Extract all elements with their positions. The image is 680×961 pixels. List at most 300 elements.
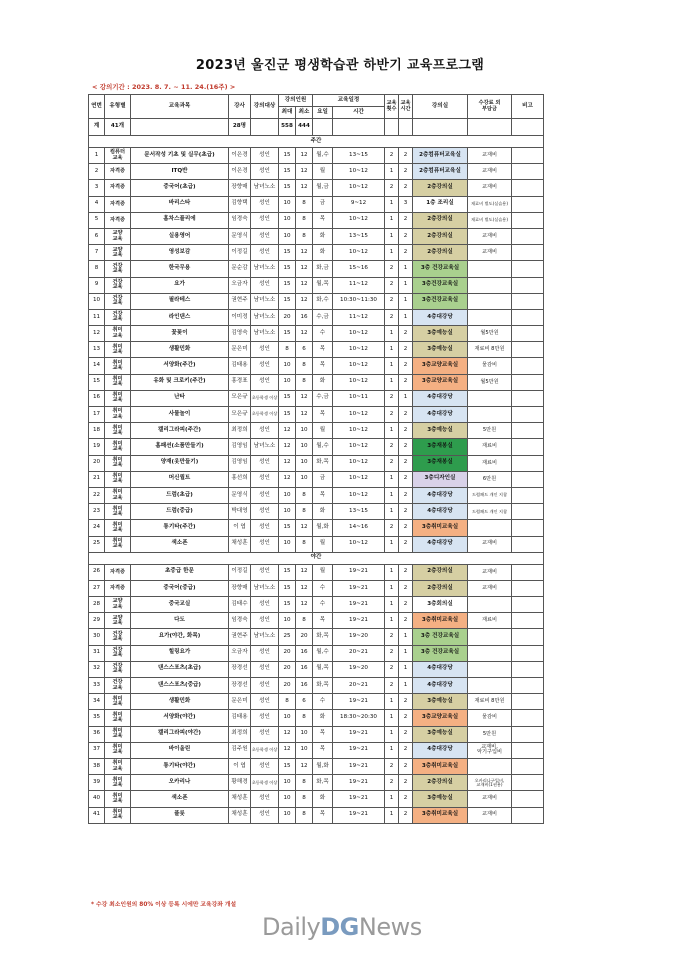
row-room: 3층건강교육실 <box>413 293 468 309</box>
row-day: 화 <box>313 710 333 726</box>
row-time: 19~21 <box>333 580 385 596</box>
row-count: 1 <box>385 580 399 596</box>
row-min: 8 <box>296 196 313 212</box>
table-row <box>89 439 544 455</box>
row-time: 11~12 <box>333 277 385 293</box>
row-hours: 2 <box>399 180 413 196</box>
row-teacher: 최정희 <box>229 423 251 439</box>
row-target: 초등학생 이상 <box>251 775 279 791</box>
row-no: 30 <box>89 629 105 645</box>
row-fee: 6만원 <box>468 471 512 487</box>
row-note <box>512 212 544 228</box>
header-schedule: 교육일정 <box>313 95 385 107</box>
row-hours: 2 <box>399 148 413 164</box>
row-count: 2 <box>385 775 399 791</box>
row-no: 24 <box>89 520 105 536</box>
row-min: 6 <box>296 694 313 710</box>
row-no: 18 <box>89 423 105 439</box>
row-count: 1 <box>385 245 399 261</box>
row-note <box>512 504 544 520</box>
row-fee <box>468 597 512 613</box>
row-course: 다도 <box>131 613 229 629</box>
row-no: 25 <box>89 536 105 552</box>
row-type: 자격증 <box>105 180 131 196</box>
row-type: 취미 교육 <box>105 536 131 552</box>
row-max: 15 <box>279 293 296 309</box>
row-fee: 드럼패드 개인 지참 <box>468 504 512 520</box>
row-min: 12 <box>296 580 313 596</box>
row-target: 남녀노소 <box>251 309 279 325</box>
row-day: 목 <box>313 807 333 823</box>
table-row <box>89 164 544 180</box>
row-max: 8 <box>279 694 296 710</box>
row-target: 성인 <box>251 342 279 358</box>
row-min: 12 <box>296 520 313 536</box>
row-note <box>512 613 544 629</box>
row-fee <box>468 661 512 677</box>
row-time: 13~15 <box>333 148 385 164</box>
row-max: 8 <box>279 342 296 358</box>
row-target: 성인 <box>251 374 279 390</box>
row-max: 15 <box>279 245 296 261</box>
row-fee: 교재비 <box>468 228 512 244</box>
row-day: 수,금 <box>313 309 333 325</box>
row-min: 8 <box>296 791 313 807</box>
row-count: 1 <box>385 597 399 613</box>
table-row <box>89 629 544 645</box>
row-room: 3층취미교육실 <box>413 807 468 823</box>
row-hours: 2 <box>399 807 413 823</box>
row-fee: 오카리나구입비, 교재비(1권용) <box>468 775 512 791</box>
row-course: 댄스스포츠(초급) <box>131 661 229 677</box>
header-capacity: 강의인원 <box>279 95 313 107</box>
header-target: 강의대상 <box>251 95 279 119</box>
table-row <box>89 471 544 487</box>
row-note <box>512 645 544 661</box>
table-row <box>89 580 544 596</box>
row-note <box>512 439 544 455</box>
row-target: 성인 <box>251 726 279 742</box>
row-target: 남녀노소 <box>251 293 279 309</box>
row-room: 3층재봉실 <box>413 455 468 471</box>
row-note <box>512 423 544 439</box>
row-min: 8 <box>296 358 313 374</box>
row-course: 드럼(중급) <box>131 504 229 520</box>
row-course: 홈차스플리에 <box>131 212 229 228</box>
row-max: 10 <box>279 196 296 212</box>
row-day: 월,수 <box>313 148 333 164</box>
row-no: 6 <box>89 228 105 244</box>
row-max: 10 <box>279 487 296 503</box>
row-room: 3층예능실 <box>413 726 468 742</box>
row-type: 컴퓨터 교육 <box>105 148 131 164</box>
row-course: 색소폰 <box>131 791 229 807</box>
row-course: 난타 <box>131 390 229 406</box>
page-title: 2023년 울진군 평생학습관 하반기 교육프로그램 <box>195 58 485 73</box>
row-target: 초등학생 이상 <box>251 407 279 423</box>
row-time: 15~16 <box>333 261 385 277</box>
row-room: 4층대강당 <box>413 742 468 758</box>
row-room: 4층대강당 <box>413 309 468 325</box>
row-note <box>512 455 544 471</box>
row-type: 교양 교육 <box>105 597 131 613</box>
row-target: 성인 <box>251 613 279 629</box>
row-target: 성인 <box>251 471 279 487</box>
row-room: 4층대강당 <box>413 487 468 503</box>
table-row <box>89 407 544 423</box>
row-max: 15 <box>279 580 296 596</box>
row-target: 성인 <box>251 212 279 228</box>
row-fee <box>468 390 512 406</box>
row-teacher: 오금자 <box>229 645 251 661</box>
row-target: 성인 <box>251 228 279 244</box>
table-row <box>89 309 544 325</box>
row-min: 10 <box>296 471 313 487</box>
row-type: 취미 교육 <box>105 694 131 710</box>
row-hours: 2 <box>399 407 413 423</box>
row-teacher: 장향매 <box>229 180 251 196</box>
table-row <box>89 455 544 471</box>
table-row <box>89 212 544 228</box>
row-room: 4층대강당 <box>413 390 468 406</box>
row-teacher: 박대영 <box>229 504 251 520</box>
row-hours: 2 <box>399 423 413 439</box>
row-count: 2 <box>385 678 399 694</box>
row-course: 중국어(초급) <box>131 180 229 196</box>
row-no: 12 <box>89 326 105 342</box>
row-max: 10 <box>279 807 296 823</box>
row-type: 취미 교육 <box>105 390 131 406</box>
row-count: 1 <box>385 694 399 710</box>
row-course: 생활민화 <box>131 342 229 358</box>
row-max: 12 <box>279 726 296 742</box>
row-room: 4층대강당 <box>413 661 468 677</box>
row-type: 취미 교육 <box>105 423 131 439</box>
row-target: 성인 <box>251 196 279 212</box>
row-hours: 2 <box>399 580 413 596</box>
row-course: 오카리나 <box>131 775 229 791</box>
row-time: 20~21 <box>333 678 385 694</box>
row-time: 13~15 <box>333 504 385 520</box>
row-course: ITQ반 <box>131 164 229 180</box>
row-target: 성인 <box>251 564 279 580</box>
row-type: 취미 교육 <box>105 374 131 390</box>
row-min: 12 <box>296 148 313 164</box>
row-day: 수,금 <box>313 390 333 406</box>
row-count: 1 <box>385 807 399 823</box>
row-hours: 2 <box>399 164 413 180</box>
row-time: 19~21 <box>333 775 385 791</box>
row-day: 화,목 <box>313 678 333 694</box>
row-teacher: 김영숙 <box>229 326 251 342</box>
row-room: 3층예능실 <box>413 342 468 358</box>
row-day: 목 <box>313 613 333 629</box>
row-max: 12 <box>279 471 296 487</box>
row-count: 1 <box>385 212 399 228</box>
row-room: 3층예능실 <box>413 423 468 439</box>
row-no: 38 <box>89 758 105 774</box>
row-count: 2 <box>385 520 399 536</box>
row-min: 12 <box>296 261 313 277</box>
row-max: 15 <box>279 564 296 580</box>
summary-max: 558 <box>279 119 296 136</box>
row-target: 남녀노소 <box>251 326 279 342</box>
row-day: 화,목 <box>313 629 333 645</box>
row-teacher: 임경숙 <box>229 212 251 228</box>
row-hours: 2 <box>399 726 413 742</box>
row-min: 12 <box>296 245 313 261</box>
row-room: 3층 건강교육실 <box>413 261 468 277</box>
row-fee: 재료비 <box>468 613 512 629</box>
row-type: 취미 교육 <box>105 342 131 358</box>
row-type: 취미 교육 <box>105 487 131 503</box>
row-count: 1 <box>385 487 399 503</box>
row-target: 성인 <box>251 358 279 374</box>
row-target: 남녀노소 <box>251 439 279 455</box>
row-no: 1 <box>89 148 105 164</box>
row-hours: 2 <box>399 694 413 710</box>
row-room: 3층디자인실 <box>413 471 468 487</box>
row-teacher: 권현주 <box>229 629 251 645</box>
row-room: 2층강의실 <box>413 228 468 244</box>
header-cap-min: 최소 <box>296 107 313 119</box>
row-course: 양재(옷만들기) <box>131 455 229 471</box>
row-day: 화,수 <box>313 293 333 309</box>
row-target: 성인 <box>251 423 279 439</box>
row-target: 성인 <box>251 597 279 613</box>
row-hours: 2 <box>399 597 413 613</box>
row-day: 목 <box>313 742 333 758</box>
table-row <box>89 742 544 758</box>
row-min: 8 <box>296 536 313 552</box>
row-fee: 교재비 <box>468 580 512 596</box>
row-min: 12 <box>296 564 313 580</box>
row-fee: 교재비 <box>468 564 512 580</box>
row-type: 취미 교육 <box>105 326 131 342</box>
row-hours: 2 <box>399 487 413 503</box>
row-time: 10~12 <box>333 471 385 487</box>
section-night-row <box>89 552 544 564</box>
row-no: 13 <box>89 342 105 358</box>
course-period: < 강의기간 : 2023. 8. 7. ~ 11. 24.(16주) > <box>92 83 236 91</box>
row-course: 영성보감 <box>131 245 229 261</box>
row-course: 캘리그라피(주간) <box>131 423 229 439</box>
table-row <box>89 180 544 196</box>
row-target: 성인 <box>251 645 279 661</box>
row-note <box>512 694 544 710</box>
table-row <box>89 277 544 293</box>
row-fee <box>468 629 512 645</box>
row-note <box>512 407 544 423</box>
row-max: 15 <box>279 261 296 277</box>
row-target: 남녀노소 <box>251 180 279 196</box>
row-time: 13~15 <box>333 228 385 244</box>
row-time: 19~20 <box>333 629 385 645</box>
row-room: 3층 건강교육실 <box>413 645 468 661</box>
row-time: 19~21 <box>333 742 385 758</box>
row-day: 월 <box>313 536 333 552</box>
row-room: 2층컴퓨터교육실 <box>413 148 468 164</box>
row-teacher: 이정길 <box>229 564 251 580</box>
row-time: 10~12 <box>333 326 385 342</box>
row-type: 취미 교육 <box>105 775 131 791</box>
table-row <box>89 342 544 358</box>
row-time: 10~12 <box>333 180 385 196</box>
row-target: 성인 <box>251 807 279 823</box>
row-min: 16 <box>296 661 313 677</box>
row-teacher: 권현주 <box>229 293 251 309</box>
row-note <box>512 678 544 694</box>
row-time: 10~12 <box>333 374 385 390</box>
row-room: 4층대강당 <box>413 407 468 423</box>
row-target: 성인 <box>251 455 279 471</box>
row-hours: 2 <box>399 245 413 261</box>
row-day: 화 <box>313 228 333 244</box>
row-note <box>512 196 544 212</box>
table-row <box>89 597 544 613</box>
row-course: 사물놀이 <box>131 407 229 423</box>
header-room: 강의실 <box>413 95 468 119</box>
row-hours: 1 <box>399 309 413 325</box>
row-count: 1 <box>385 423 399 439</box>
row-time: 19~21 <box>333 726 385 742</box>
row-type: 자격증 <box>105 564 131 580</box>
table-row <box>89 423 544 439</box>
table-row <box>89 293 544 309</box>
row-teacher: 임경숙 <box>229 613 251 629</box>
row-room: 2층강의실 <box>413 564 468 580</box>
row-time: 19~21 <box>333 597 385 613</box>
row-target: 남녀노소 <box>251 580 279 596</box>
row-fee <box>468 293 512 309</box>
row-type: 취미 교육 <box>105 520 131 536</box>
row-min: 10 <box>296 455 313 471</box>
row-target: 성인 <box>251 520 279 536</box>
row-target: 성인 <box>251 791 279 807</box>
row-target: 성인 <box>251 694 279 710</box>
table-row <box>89 245 544 261</box>
row-type: 건강 교육 <box>105 661 131 677</box>
row-teacher: 문영식 <box>229 228 251 244</box>
row-hours: 1 <box>399 678 413 694</box>
row-teacher: 김태용 <box>229 358 251 374</box>
row-course: 중국어(중급) <box>131 580 229 596</box>
table-row <box>89 758 544 774</box>
row-type: 취미 교육 <box>105 471 131 487</box>
row-fee <box>468 678 512 694</box>
row-day: 월,금 <box>313 180 333 196</box>
row-target: 성인 <box>251 148 279 164</box>
row-hours: 2 <box>399 342 413 358</box>
row-hours: 2 <box>399 742 413 758</box>
row-hours: 3 <box>399 196 413 212</box>
row-min: 8 <box>296 775 313 791</box>
row-fee <box>468 758 512 774</box>
table-row <box>89 326 544 342</box>
row-teacher: 김영임 <box>229 439 251 455</box>
footnote: * 수강 최소인원의 80% 이상 등록 시에만 교육강좌 개설 <box>91 902 237 908</box>
row-type: 취미 교육 <box>105 504 131 520</box>
row-max: 20 <box>279 661 296 677</box>
row-note <box>512 374 544 390</box>
row-day: 월 <box>313 164 333 180</box>
header-time: 시간 <box>333 107 385 119</box>
row-teacher: 모은규 <box>229 390 251 406</box>
row-room: 4층대강당 <box>413 678 468 694</box>
row-fee <box>468 261 512 277</box>
row-course: 캘리그라피(야간) <box>131 726 229 742</box>
row-note <box>512 228 544 244</box>
row-teacher: 장경선 <box>229 678 251 694</box>
row-max: 25 <box>279 629 296 645</box>
row-no: 22 <box>89 487 105 503</box>
row-no: 32 <box>89 661 105 677</box>
row-time: 10~12 <box>333 536 385 552</box>
row-target: 성인 <box>251 164 279 180</box>
table-row <box>89 504 544 520</box>
row-count: 1 <box>385 471 399 487</box>
row-course: 라인댄스 <box>131 309 229 325</box>
row-fee: 물감비 <box>468 358 512 374</box>
summary-row <box>89 119 544 136</box>
table-row <box>89 564 544 580</box>
row-day: 수 <box>313 597 333 613</box>
program-table <box>88 94 544 824</box>
row-no: 14 <box>89 358 105 374</box>
row-note <box>512 326 544 342</box>
row-day: 월,목 <box>313 661 333 677</box>
row-count: 2 <box>385 661 399 677</box>
header-fee: 수강료 외 부담금 <box>468 95 512 119</box>
row-fee: 교재비, 악기구입비 <box>468 742 512 758</box>
row-count: 2 <box>385 390 399 406</box>
row-note <box>512 487 544 503</box>
row-count: 1 <box>385 613 399 629</box>
row-note <box>512 342 544 358</box>
row-teacher: 이은경 <box>229 148 251 164</box>
row-target: 성인 <box>251 536 279 552</box>
row-day: 화 <box>313 374 333 390</box>
row-type: 교양 교육 <box>105 613 131 629</box>
row-hours: 2 <box>399 520 413 536</box>
row-fee: 재료비 <box>468 439 512 455</box>
row-hours: 2 <box>399 455 413 471</box>
row-max: 10 <box>279 212 296 228</box>
header-cap-max: 최대 <box>279 107 296 119</box>
row-room: 3층 건강교육실 <box>413 629 468 645</box>
row-target: 성인 <box>251 661 279 677</box>
row-no: 17 <box>89 407 105 423</box>
row-min: 8 <box>296 504 313 520</box>
row-course: 요가(야간, 화목) <box>131 629 229 645</box>
row-note <box>512 580 544 596</box>
row-type: 자격증 <box>105 164 131 180</box>
row-count: 1 <box>385 536 399 552</box>
row-teacher: 문순감 <box>229 261 251 277</box>
row-count: 1 <box>385 504 399 520</box>
table-row <box>89 710 544 726</box>
row-time: 10~12 <box>333 212 385 228</box>
row-count: 2 <box>385 758 399 774</box>
row-min: 8 <box>296 613 313 629</box>
row-max: 15 <box>279 326 296 342</box>
row-hours: 2 <box>399 228 413 244</box>
row-day: 화 <box>313 245 333 261</box>
row-count: 1 <box>385 726 399 742</box>
row-min: 16 <box>296 645 313 661</box>
row-count: 2 <box>385 293 399 309</box>
table-row <box>89 520 544 536</box>
